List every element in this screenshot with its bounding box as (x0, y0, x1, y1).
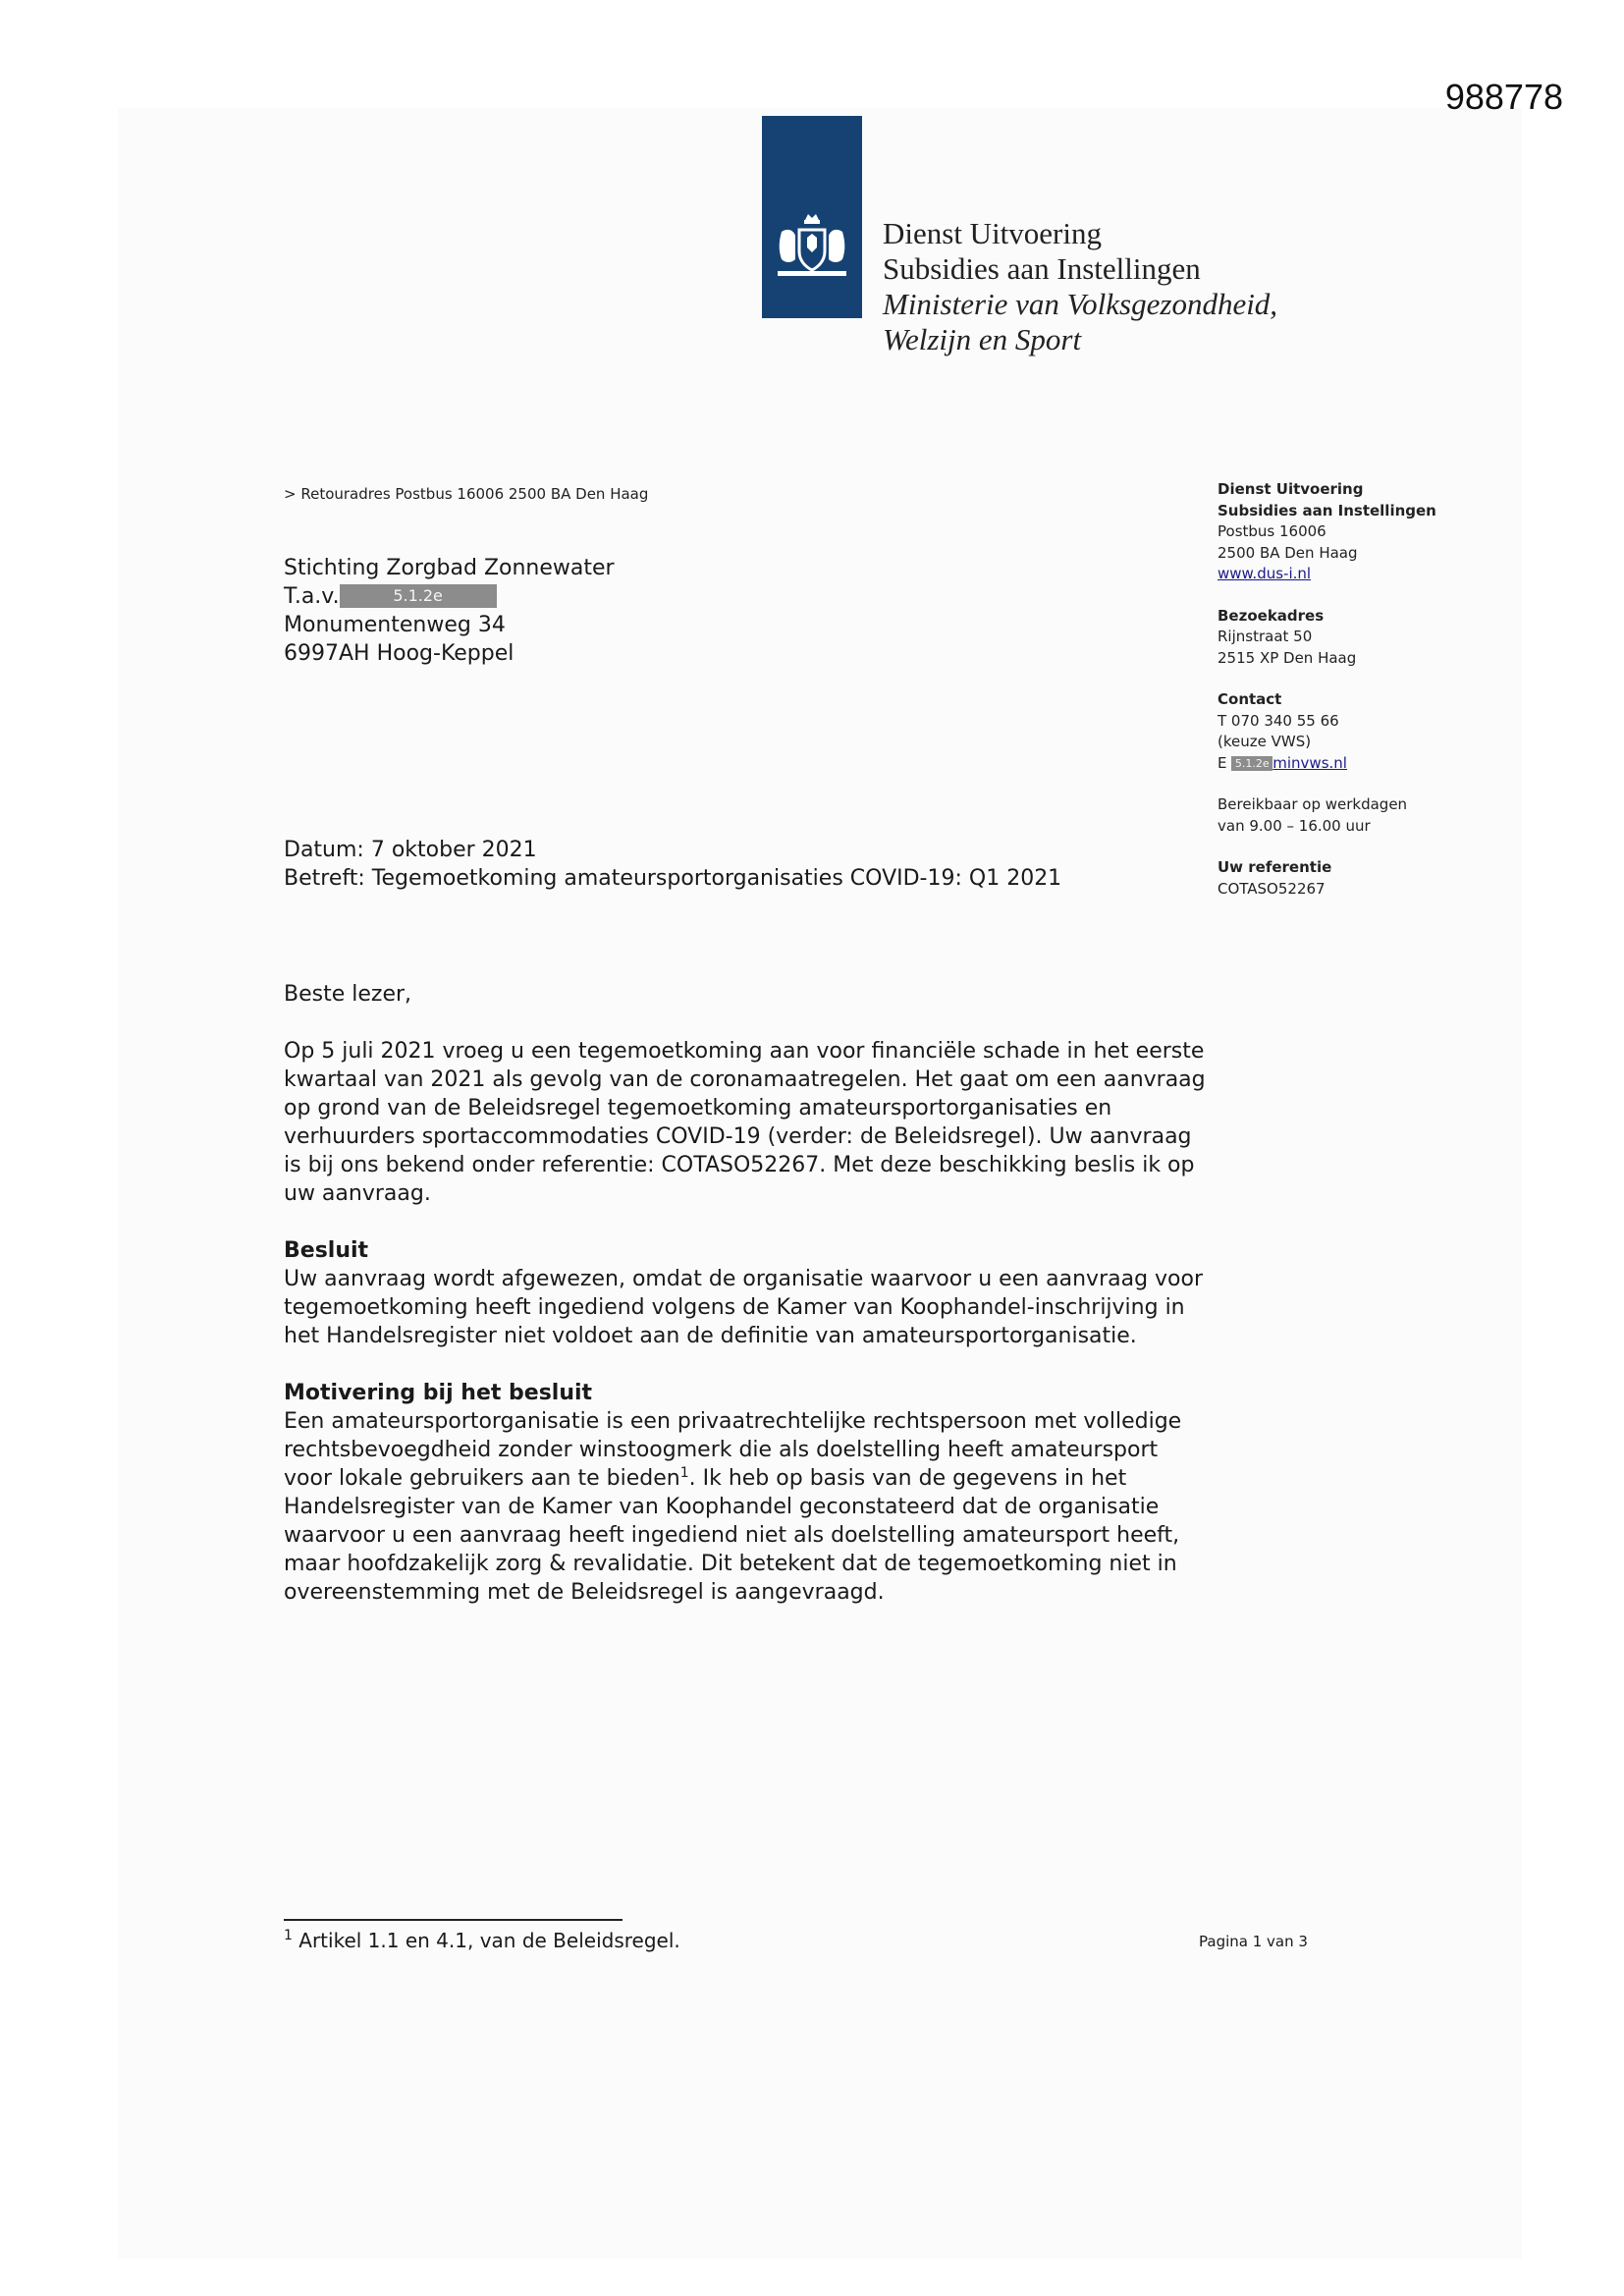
contact-phone-note: (keuze VWS) (1218, 733, 1312, 750)
sender-org-line-2: Subsidies aan Instellingen (1218, 501, 1436, 519)
intro-line: Op 5 juli 2021 vroeg u een tegemoetkoming aan voor financiële schade in het eerste (284, 1039, 1205, 1064)
decision-heading: Besluit (284, 1238, 369, 1263)
motivation-text: voor lokale gebruikers aan te bieden (284, 1466, 680, 1491)
visit-heading: Bezoekadres (1218, 606, 1325, 625)
recipient-organization: Stichting Zorgbad Zonnewater (284, 556, 615, 580)
page-number: Pagina 1 van 3 (1199, 1933, 1308, 1950)
footnote-divider (284, 1919, 623, 1921)
redaction-box: 5.1.2e (340, 584, 497, 608)
motivation-line: overeenstemming met de Beleidsregel is aangevraagd. (284, 1580, 885, 1605)
sender-address-block (1218, 479, 1436, 585)
org-name-line-1: Dienst Uitvoering (883, 216, 1102, 250)
reference-value: COTASO52267 (1218, 879, 1326, 898)
reference-heading: Uw referentie (1218, 858, 1332, 876)
contact-phone: T 070 340 55 66 (1218, 711, 1339, 730)
salutation: Beste lezer, (284, 982, 412, 1007)
footnote-reference: 1 (679, 1465, 689, 1481)
sender-sidebar (1218, 479, 1436, 920)
organization-name (883, 216, 1277, 357)
letter-meta (284, 836, 1061, 893)
decision-section (284, 1236, 1204, 1350)
contact-block (1218, 689, 1436, 774)
footnote-text: Artikel 1.1 en 4.1, van de Beleidsregel. (298, 1929, 680, 1952)
website-link[interactable]: www.dus-i.nl (1218, 565, 1312, 582)
visit-city: 2515 XP Den Haag (1218, 648, 1357, 667)
attention-prefix: T.a.v. (284, 584, 340, 609)
letter-date: Datum: 7 oktober 2021 (284, 838, 537, 862)
hours-line-1: Bereikbaar op werkdagen (1218, 795, 1408, 813)
email-prefix: E (1218, 753, 1227, 772)
motivation-text: . Ik heb op basis van de gegevens in het (688, 1466, 1127, 1491)
intro-line: op grond van de Beleidsregel tegemoetkoming amateursportorganisaties en (284, 1096, 1112, 1121)
motivation-line: maar hoofdzakelijk zorg & revalidatie. Dit betekent dat de tegemoetkoming niet in (284, 1552, 1177, 1576)
contact-email (1218, 753, 1436, 775)
letter-subject: Betreft: Tegemoetkoming amateursportorganisaties COVID-19: Q1 2021 (284, 866, 1062, 891)
recipient-postal-city: 6997AH Hoog-Keppel (284, 641, 514, 666)
recipient-attention (284, 582, 615, 611)
org-name-line-2: Subsidies aan Instellingen (883, 251, 1201, 286)
recipient-address (284, 554, 615, 668)
sender-postcode-city: 2500 BA Den Haag (1218, 543, 1358, 562)
document-number: 988778 (1444, 77, 1563, 117)
rijksoverheid-logo (762, 116, 862, 318)
motivation-line: Een amateursportorganisatie is een privaatrechtelijke rechtspersoon met volledige (284, 1409, 1182, 1434)
contact-heading: Contact (1218, 690, 1282, 708)
decision-line: Uw aanvraag wordt afgewezen, omdat de organisatie waarvoor u een aanvraag voor (284, 1267, 1204, 1291)
intro-line: uw aanvraag. (284, 1181, 431, 1206)
motivation-line: waarvoor u een aanvraag heeft ingediend niet als doelstelling amateursport heeft, (284, 1523, 1180, 1548)
recipient-street: Monumentenweg 34 (284, 613, 506, 637)
motivation-line: Handelsregister van de Kamer van Koophandel geconstateerd dat de organisatie (284, 1495, 1160, 1519)
footnote (284, 1929, 680, 1952)
motivation-line (284, 1464, 1197, 1493)
hours-line-2: van 9.00 – 16.00 uur (1218, 816, 1371, 835)
decision-line: het Handelsregister niet voldoet aan de definitie van amateursportorganisatie. (284, 1324, 1137, 1348)
ministry-line-2: Welzijn en Sport (883, 322, 1082, 356)
coat-of-arms-icon (768, 210, 856, 299)
motivation-line: rechtsbevoegdheid zonder winstoogmerk die als doelstelling heeft amateursport (284, 1438, 1159, 1462)
reference-block (1218, 857, 1436, 900)
intro-paragraph (284, 1037, 1206, 1208)
motivation-heading: Motivering bij het besluit (284, 1381, 593, 1405)
return-address: > Retouradres Postbus 16006 2500 BA Den Haag (284, 485, 649, 503)
email-redaction: 5.1.2e (1231, 756, 1272, 771)
motivation-section (284, 1379, 1197, 1607)
sender-org-line-1: Dienst Uitvoering (1218, 480, 1364, 498)
visit-street: Rijnstraat 50 (1218, 628, 1313, 645)
decision-line: tegemoetkoming heeft ingediend volgens de Kamer van Koophandel-inschrijving in (284, 1295, 1185, 1320)
intro-line: is bij ons bekend onder referentie: COTASO52267. Met deze beschikking beslis ik op (284, 1153, 1195, 1177)
intro-line: kwartaal van 2021 als gevolg van de coronamaatregelen. Het gaat om een aanvraag (284, 1067, 1206, 1092)
visit-address-block (1218, 606, 1436, 670)
sender-postbus: Postbus 16006 (1218, 522, 1326, 540)
hours-block (1218, 794, 1436, 837)
ministry-line-1: Ministerie van Volksgezondheid, (883, 287, 1278, 321)
email-link[interactable]: minvws.nl (1272, 753, 1347, 772)
footnote-marker: 1 (284, 1928, 293, 1943)
intro-line: verhuurders sportaccommodaties COVID-19 (verder: de Beleidsregel). Uw aanvraag (284, 1124, 1192, 1149)
letter-body (284, 980, 1206, 1607)
